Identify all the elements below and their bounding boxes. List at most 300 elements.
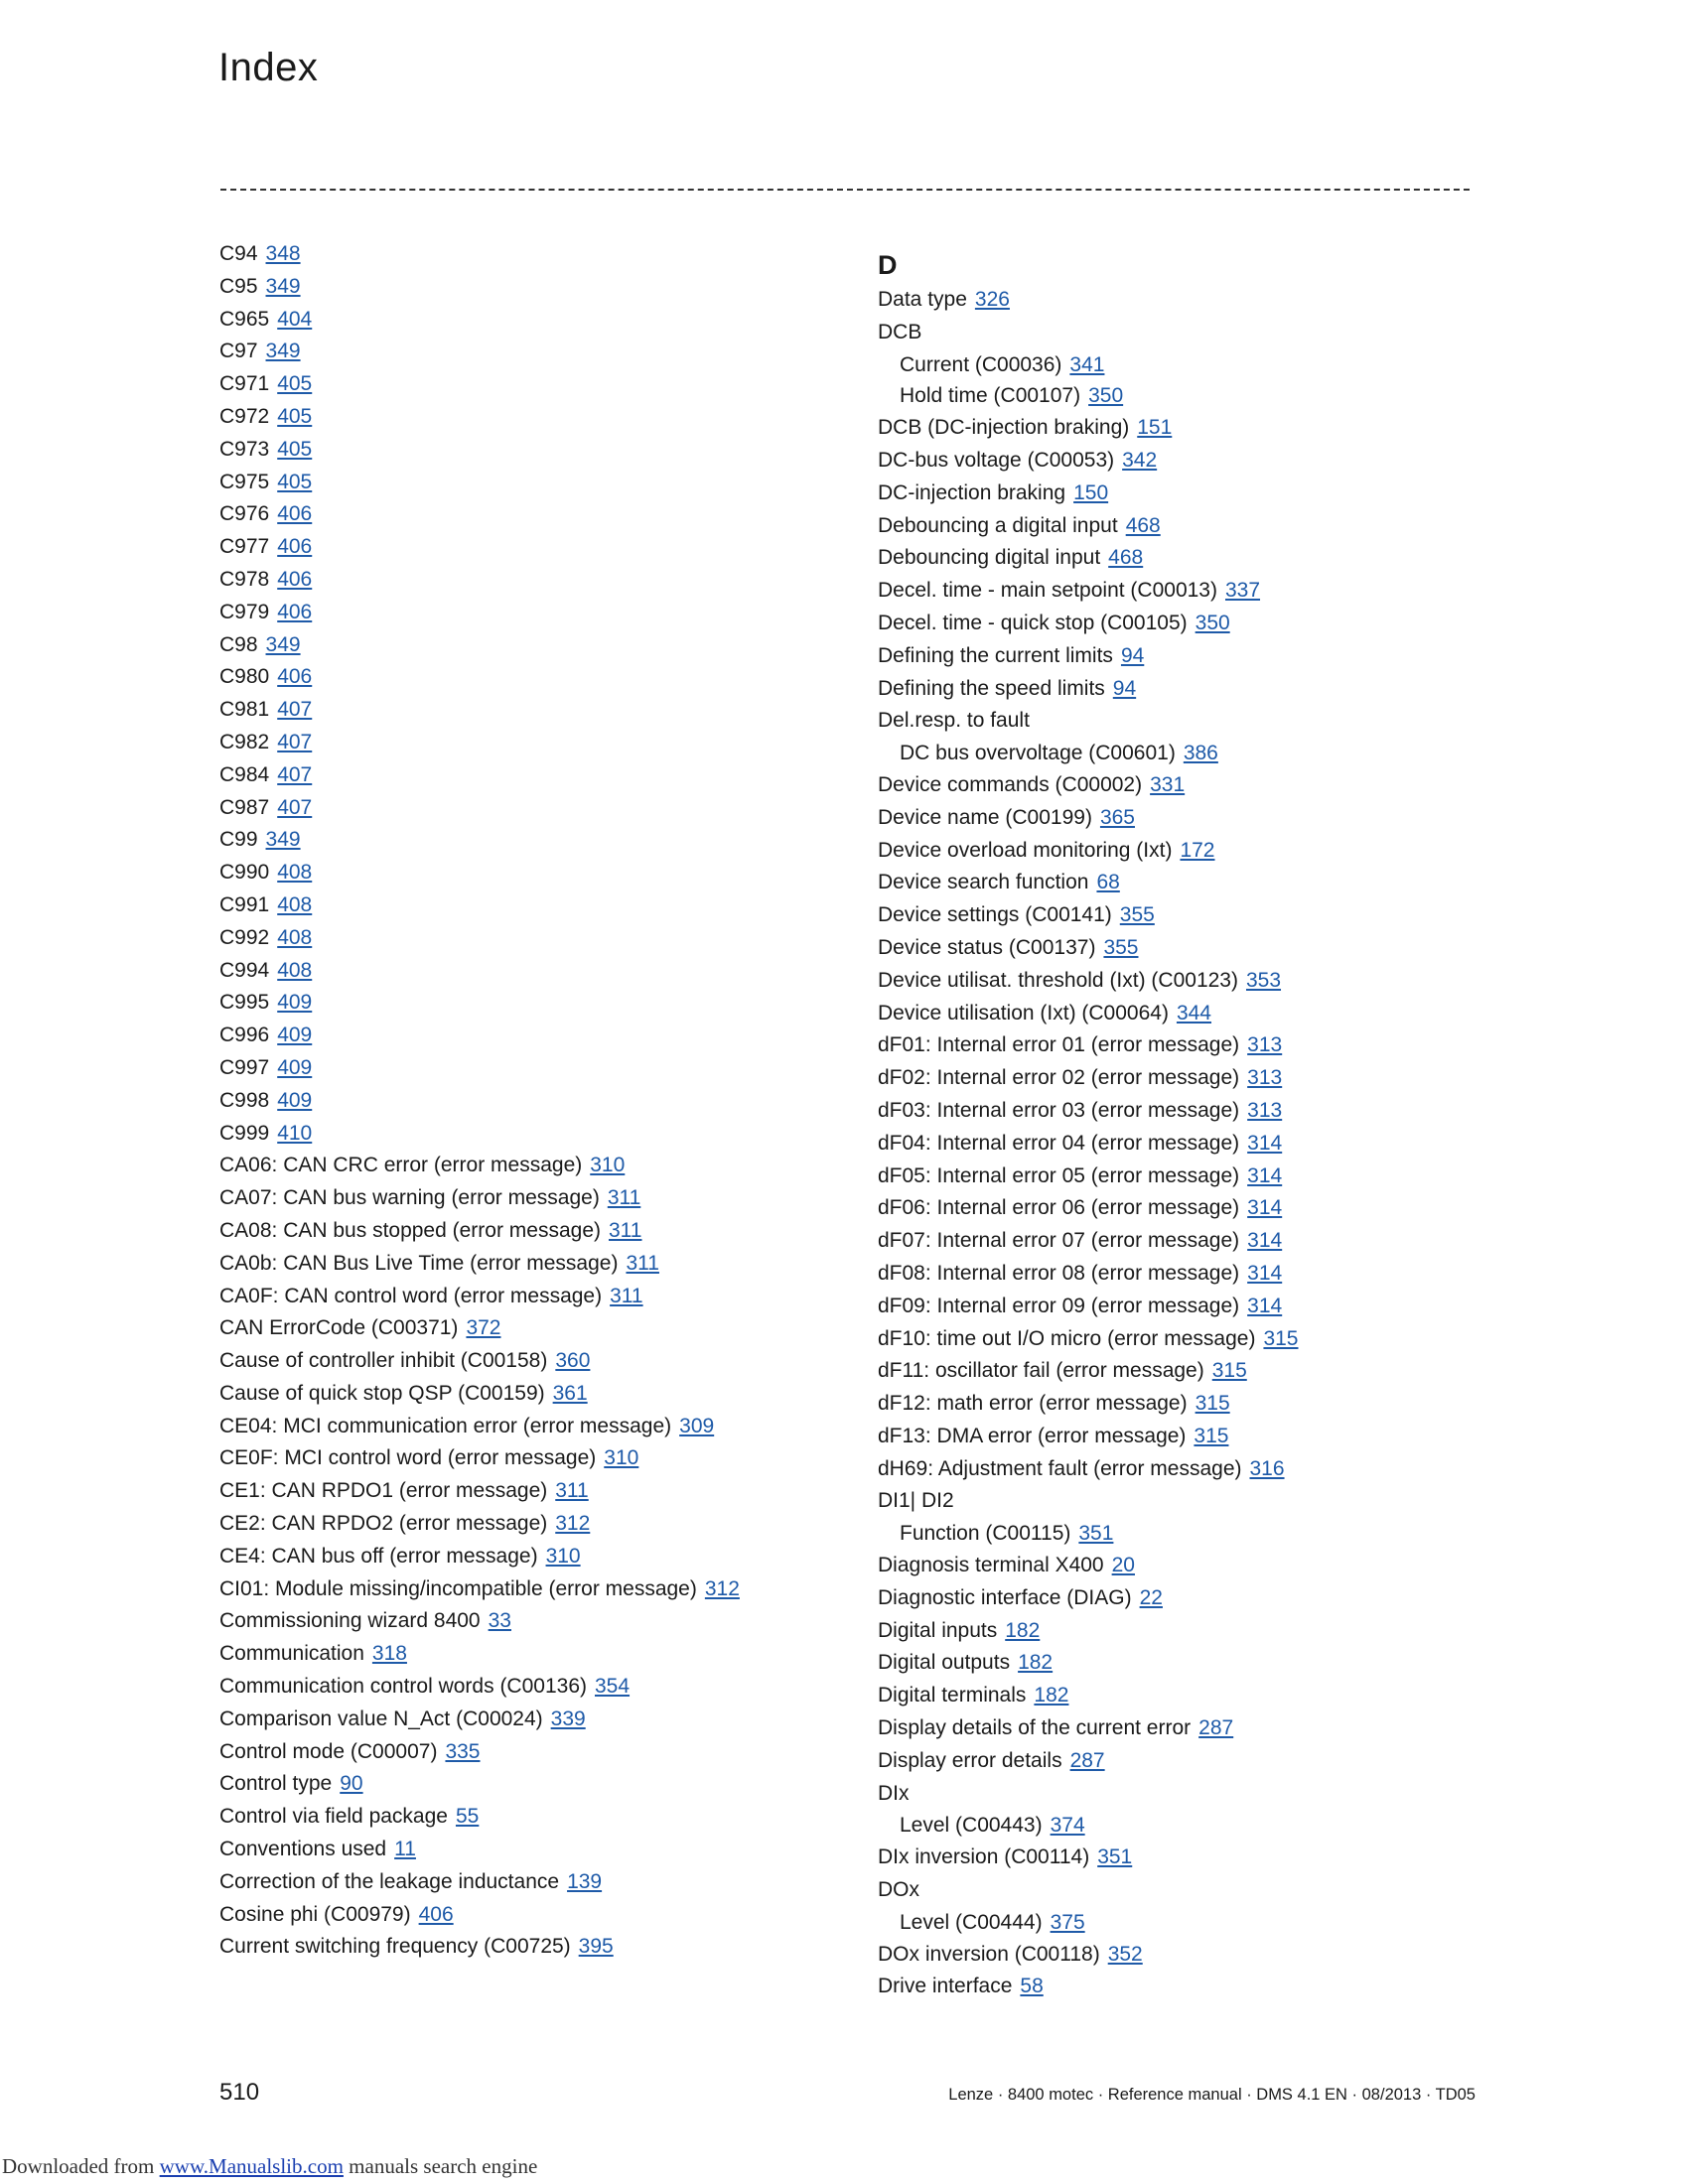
index-entry (219, 1475, 845, 1508)
page-link[interactable]: 408 (277, 861, 313, 885)
entry-text: Device utilisat. threshold (Ixt) (C00123) (878, 968, 1238, 992)
entry-text: Device status (C00137) (878, 935, 1096, 959)
page-link[interactable]: 407 (277, 762, 313, 786)
entry-text: Digital terminals (878, 1684, 1027, 1707)
download-notice (2, 2154, 537, 2179)
page-link[interactable]: 311 (626, 1251, 659, 1275)
index-entry (878, 932, 1493, 965)
entry-text: DOx inversion (C00118) (878, 1942, 1100, 1966)
index-entry (219, 1768, 845, 1801)
manualslib-link[interactable]: www.Manualslib.com (159, 2154, 344, 2178)
entry-text: C994 (219, 958, 270, 982)
index-entry (878, 673, 1493, 706)
entry-text: C999 (219, 1121, 270, 1145)
index-entry (878, 640, 1493, 673)
entry-text: dF02: Internal error 02 (error message) (878, 1066, 1240, 1090)
entry-text: C996 (219, 1024, 270, 1047)
index-entry (219, 1312, 845, 1345)
section-letter: D (878, 250, 898, 280)
entry-text: dF08: Internal error 08 (error message) (878, 1261, 1240, 1285)
index-entry (219, 564, 845, 597)
page-link[interactable]: 90 (340, 1772, 363, 1796)
page-number: 510 (219, 2079, 260, 2106)
page-link[interactable]: 287 (1198, 1716, 1234, 1740)
index-entry (878, 965, 1493, 998)
page-link[interactable]: 404 (277, 307, 313, 331)
page-link[interactable]: 410 (277, 1121, 313, 1145)
page-link[interactable]: 386 (1183, 742, 1218, 765)
page-link[interactable]: 406 (277, 502, 313, 526)
page-link[interactable]: 355 (1103, 935, 1139, 959)
index-entry (219, 987, 845, 1020)
page-link[interactable]: 349 (265, 274, 301, 298)
index-entry (878, 1874, 1493, 1907)
index-entry (878, 1258, 1493, 1291)
page-link[interactable]: 405 (277, 437, 313, 461)
index-entry (219, 1215, 845, 1248)
entry-text: Current (C00036) (900, 352, 1062, 376)
index-entry (878, 1939, 1493, 1972)
entry-text: DI1| DI2 (878, 1489, 954, 1513)
page-link[interactable]: 409 (277, 991, 313, 1015)
index-entry (219, 1931, 845, 1964)
entry-text: C975 (219, 470, 270, 493)
page-link[interactable]: 326 (974, 288, 1010, 311)
index-entry (878, 608, 1493, 640)
page-link[interactable]: 314 (1247, 1229, 1283, 1253)
index-entry (219, 629, 845, 662)
entry-text: Digital outputs (878, 1651, 1011, 1675)
entry-text: DCB (DC-injection braking) (878, 416, 1130, 440)
page-link[interactable]: 311 (607, 1186, 641, 1210)
entry-text: dF05: Internal error 05 (error message) (878, 1163, 1240, 1187)
index-entry (878, 802, 1493, 835)
page-link[interactable]: 314 (1247, 1294, 1283, 1317)
page-link[interactable]: 172 (1180, 838, 1215, 862)
index-entry (878, 1680, 1493, 1712)
entry-text: CE2: CAN RPDO2 (error message) (219, 1512, 548, 1536)
page-link[interactable]: 337 (1224, 579, 1261, 603)
entry-text: Data type (878, 288, 967, 311)
page-link[interactable]: 314 (1247, 1163, 1283, 1187)
page-link[interactable]: 182 (1034, 1684, 1069, 1707)
entry-text: Cause of controller inhibit (C00158) (219, 1349, 548, 1373)
index-entry (878, 1615, 1493, 1648)
page-link[interactable]: 311 (609, 1218, 642, 1242)
index-entry (878, 575, 1493, 608)
page-title: Index (218, 46, 319, 89)
page-link[interactable]: 313 (1247, 1033, 1283, 1057)
page-link[interactable]: 182 (1018, 1651, 1054, 1675)
page-link[interactable]: 406 (277, 665, 313, 689)
index-entry (219, 1378, 845, 1411)
index-entry (219, 531, 845, 564)
page-link[interactable]: 33 (488, 1609, 511, 1633)
index-entry (878, 1291, 1493, 1323)
page-link[interactable]: 310 (590, 1154, 626, 1177)
entry-text: C98 (219, 632, 258, 656)
page-link[interactable]: 361 (552, 1381, 588, 1405)
page-link[interactable]: 468 (1108, 546, 1144, 570)
entry-text: C971 (219, 372, 270, 396)
entry-text: C981 (219, 698, 270, 722)
index-entry (878, 1355, 1493, 1388)
index-subentry (878, 380, 1493, 412)
entry-text: CE1: CAN RPDO1 (error message) (219, 1479, 548, 1503)
page-link[interactable]: 355 (1119, 903, 1155, 927)
entry-text: Correction of the leakage inductance (219, 1869, 560, 1893)
page-link[interactable]: 22 (1139, 1585, 1163, 1609)
page-link[interactable]: 374 (1050, 1814, 1085, 1838)
entry-text: Device settings (C00141) (878, 903, 1112, 927)
index-entry (219, 1248, 845, 1281)
index-entry (219, 727, 845, 759)
index-entry (219, 1020, 845, 1052)
index-entry (878, 1192, 1493, 1225)
entry-text: CE04: MCI communication error (error message) (219, 1414, 672, 1437)
entry-text: C979 (219, 600, 270, 623)
page-link[interactable]: 310 (604, 1446, 639, 1470)
page-link[interactable]: 349 (265, 340, 301, 363)
entry-text: Display error details (878, 1748, 1062, 1772)
page-link[interactable]: 351 (1078, 1522, 1114, 1546)
index-entry (878, 899, 1493, 932)
entry-text: Del.resp. to fault (878, 709, 1030, 733)
index-subentry (878, 1907, 1493, 1939)
entry-text: C972 (219, 404, 270, 428)
entry-text: Comparison value N_Act (C00024) (219, 1706, 543, 1730)
entry-text: dF13: DMA error (error message) (878, 1424, 1187, 1447)
page-link[interactable]: 468 (1125, 513, 1161, 537)
page-link[interactable]: 150 (1073, 480, 1109, 504)
page-link[interactable]: 55 (455, 1805, 480, 1829)
page-link[interactable]: 313 (1247, 1066, 1283, 1090)
page-link[interactable]: 405 (277, 372, 313, 396)
index-entry (878, 867, 1493, 899)
index-entry (878, 1647, 1493, 1680)
page-link[interactable]: 94 (1112, 676, 1137, 700)
index-entry (219, 1085, 845, 1118)
entry-text: Device commands (C00002) (878, 772, 1143, 796)
index-entry (878, 1485, 1493, 1518)
page-link[interactable]: 408 (277, 925, 313, 949)
page-link[interactable]: 68 (1096, 871, 1120, 894)
page-link[interactable]: 407 (277, 730, 313, 753)
page-link[interactable]: 350 (1195, 611, 1230, 634)
entry-text: C978 (219, 567, 270, 591)
page-link[interactable]: 348 (265, 242, 301, 265)
page-link[interactable]: 409 (277, 1088, 313, 1112)
page-link[interactable]: 353 (1245, 968, 1282, 992)
page-link[interactable]: 344 (1176, 1001, 1211, 1024)
page-link[interactable]: 310 (545, 1544, 581, 1568)
entry-text: C976 (219, 502, 270, 526)
page-link[interactable]: 342 (1122, 448, 1158, 472)
index-entry (878, 317, 1493, 349)
page-link[interactable]: 314 (1247, 1131, 1283, 1155)
index-entry (878, 1388, 1493, 1421)
index-entry (878, 510, 1493, 543)
index-entry (878, 769, 1493, 802)
index-entry (219, 597, 845, 629)
index-entry (878, 1421, 1493, 1453)
entry-text: C95 (219, 274, 258, 298)
entry-text: Device utilisation (Ixt) (C00064) (878, 1001, 1169, 1024)
page-link[interactable]: 94 (1120, 643, 1145, 667)
entry-text: dF09: Internal error 09 (error message) (878, 1294, 1240, 1317)
entry-text: CAN ErrorCode (C00371) (219, 1316, 459, 1340)
index-entry (219, 271, 845, 304)
entry-text: C995 (219, 991, 270, 1015)
entry-text: C997 (219, 1055, 270, 1079)
index-entry (219, 1150, 845, 1182)
entry-text: CE4: CAN bus off (error message) (219, 1544, 538, 1568)
index-entry (878, 284, 1493, 317)
index-entry (219, 1704, 845, 1736)
page-link[interactable]: 407 (277, 795, 313, 819)
index-entry (219, 792, 845, 825)
entry-text: Communication (219, 1642, 364, 1666)
entry-text: C991 (219, 892, 270, 916)
page-link[interactable]: 350 (1088, 384, 1124, 408)
index-entry (878, 445, 1493, 478)
index-entry (878, 705, 1493, 738)
index-entry (219, 1573, 845, 1606)
index-entry (219, 1442, 845, 1475)
index-entry (219, 889, 845, 922)
page-link[interactable]: 375 (1050, 1910, 1085, 1934)
page-link[interactable]: 406 (277, 535, 313, 559)
download-suffix: manuals search engine (349, 2154, 538, 2178)
entry-text: CA06: CAN CRC error (error message) (219, 1154, 583, 1177)
page-link[interactable]: 409 (277, 1024, 313, 1047)
entry-text: Digital inputs (878, 1618, 998, 1642)
entry-text: Commissioning wizard 8400 (219, 1609, 481, 1633)
entry-text: Cosine phi (C00979) (219, 1902, 411, 1926)
page-link[interactable]: 409 (277, 1055, 313, 1079)
page-link[interactable]: 315 (1195, 1392, 1230, 1416)
entry-text: Communication control words (C00136) (219, 1675, 587, 1699)
entry-text: C998 (219, 1088, 270, 1112)
page-link[interactable]: 407 (277, 698, 313, 722)
page-link[interactable]: 360 (555, 1349, 591, 1373)
index-entry (219, 1541, 845, 1573)
entry-text: Display details of the current error (878, 1716, 1192, 1740)
index-entry (878, 998, 1493, 1030)
index-entry (219, 1281, 845, 1313)
entry-text: DC bus overvoltage (C00601) (900, 742, 1176, 765)
entry-text: Decel. time - quick stop (C00105) (878, 611, 1188, 634)
entry-text: C99 (219, 828, 258, 852)
entry-text: C990 (219, 861, 270, 885)
index-entry (878, 542, 1493, 575)
entry-text: Control type (219, 1772, 333, 1796)
entry-text: C97 (219, 340, 258, 363)
page-link[interactable]: 151 (1137, 416, 1173, 440)
index-entry (219, 1605, 845, 1638)
index-subentry (878, 1518, 1493, 1550)
page-link[interactable]: 314 (1247, 1261, 1283, 1285)
index-entry (219, 1411, 845, 1443)
page-link[interactable]: 408 (277, 958, 313, 982)
page-link[interactable]: 406 (418, 1902, 454, 1926)
entry-text: Hold time (C00107) (900, 384, 1081, 408)
entry-text: Drive interface (878, 1975, 1013, 1998)
index-entry (219, 1801, 845, 1834)
entry-text: Control via field package (219, 1805, 448, 1829)
entry-text: C992 (219, 925, 270, 949)
entry-text: Diagnosis terminal X400 (878, 1554, 1104, 1577)
index-entry (878, 1453, 1493, 1486)
page-link[interactable]: 351 (1097, 1845, 1133, 1869)
entry-text: C977 (219, 535, 270, 559)
index-entries-d (878, 284, 1493, 2003)
entry-text: Function (C00115) (900, 1522, 1071, 1546)
entry-text: dF10: time out I/O micro (error message) (878, 1326, 1256, 1350)
entry-text: Level (C00444) (900, 1910, 1043, 1934)
entry-text: DCB (878, 320, 922, 343)
index-entry (878, 1971, 1493, 2003)
page-link[interactable]: 318 (371, 1642, 407, 1666)
index-entry (878, 1062, 1493, 1095)
page-link[interactable]: 182 (1005, 1618, 1041, 1642)
entry-text: DC-bus voltage (C00053) (878, 448, 1115, 472)
page-link[interactable]: 20 (1111, 1554, 1135, 1577)
entry-text: Defining the speed limits (878, 676, 1105, 700)
index-entry (219, 238, 845, 271)
index-entry (219, 759, 845, 792)
page-link[interactable]: 365 (1099, 805, 1135, 829)
page-link[interactable]: 335 (445, 1739, 481, 1763)
index-entry (878, 1550, 1493, 1582)
entry-text: C984 (219, 762, 270, 786)
entry-text: Device name (C00199) (878, 805, 1092, 829)
entry-text: Debouncing a digital input (878, 513, 1118, 537)
entry-text: Device overload monitoring (Ixt) (878, 838, 1173, 862)
index-entry (219, 1052, 845, 1085)
index-entry (878, 1842, 1493, 1874)
entry-text: dH69: Adjustment fault (error message) (878, 1456, 1242, 1480)
page-link[interactable]: 312 (704, 1576, 740, 1600)
page-link[interactable]: 331 (1150, 772, 1186, 796)
page-link[interactable]: 309 (679, 1414, 715, 1437)
page-link[interactable]: 312 (555, 1512, 591, 1536)
page-link[interactable]: 408 (277, 892, 313, 916)
download-prefix: Downloaded from (2, 2154, 155, 2178)
page-link[interactable]: 395 (578, 1935, 614, 1959)
page-link[interactable]: 315 (1263, 1326, 1299, 1350)
index-subentry (878, 349, 1493, 381)
entry-text: dF03: Internal error 03 (error message) (878, 1098, 1240, 1122)
index-entry (219, 336, 845, 368)
entry-text: dF04: Internal error 04 (error message) (878, 1131, 1240, 1155)
page-link[interactable]: 287 (1069, 1748, 1105, 1772)
index-subentry (878, 738, 1493, 769)
index-entry (878, 835, 1493, 868)
entry-text: C94 (219, 242, 258, 265)
page-link[interactable]: 406 (277, 567, 313, 591)
index-entry (878, 1745, 1493, 1778)
index-entry (878, 1095, 1493, 1128)
page-link[interactable]: 11 (394, 1838, 416, 1861)
entry-text: C965 (219, 307, 270, 331)
entry-text: DIx (878, 1781, 910, 1805)
index-entry (219, 661, 845, 694)
index-entry (219, 1508, 845, 1541)
entry-text: Level (C00443) (900, 1814, 1043, 1838)
index-entry (219, 857, 845, 889)
index-entry (219, 1866, 845, 1899)
index-entry (878, 412, 1493, 445)
entry-text: Defining the current limits (878, 643, 1113, 667)
index-subentry (878, 1810, 1493, 1842)
index-entry (878, 1029, 1493, 1062)
page-link[interactable]: 58 (1020, 1975, 1044, 1998)
page-link[interactable]: 352 (1107, 1942, 1143, 1966)
index-entry (878, 1128, 1493, 1160)
index-entry (878, 1712, 1493, 1745)
index-entry (219, 955, 845, 988)
index-entry (219, 922, 845, 955)
page-link[interactable]: 316 (1249, 1456, 1285, 1480)
entry-text: CA07: CAN bus warning (error message) (219, 1186, 600, 1210)
entry-text: Diagnostic interface (DIAG) (878, 1585, 1132, 1609)
entry-text: Conventions used (219, 1838, 387, 1861)
index-entry (219, 824, 845, 857)
index-entry (878, 1582, 1493, 1615)
page-link[interactable]: 315 (1194, 1424, 1229, 1447)
page-link[interactable]: 405 (277, 404, 313, 428)
page-link[interactable]: 314 (1247, 1196, 1283, 1220)
document-footer: Lenze · 8400 motec · Reference manual · DMS 4.1 EN · 08/2013 · TD05 (948, 2086, 1476, 2104)
entry-text: CA0b: CAN Bus Live Time (error message) (219, 1251, 619, 1275)
page-link[interactable]: 349 (265, 828, 301, 852)
index-entry (219, 1182, 845, 1215)
page-link[interactable]: 311 (555, 1479, 589, 1503)
page-link[interactable]: 311 (610, 1284, 643, 1307)
index-entry (219, 1834, 845, 1866)
index-entry (219, 1736, 845, 1769)
index-entry (878, 1225, 1493, 1258)
entry-text: Cause of quick stop QSP (C00159) (219, 1381, 545, 1405)
entry-text: Control mode (C00007) (219, 1739, 438, 1763)
page-link[interactable]: 405 (277, 470, 313, 493)
page-link[interactable]: 315 (1211, 1359, 1247, 1383)
entry-text: dF07: Internal error 07 (error message) (878, 1229, 1240, 1253)
index-entry (219, 694, 845, 727)
entry-text: Decel. time - main setpoint (C00013) (878, 579, 1217, 603)
page-link[interactable]: 341 (1069, 352, 1105, 376)
entry-text: Debouncing digital input (878, 546, 1101, 570)
index-column-right (878, 238, 1493, 2003)
page-link[interactable]: 349 (265, 632, 301, 656)
entry-text: dF06: Internal error 06 (error message) (878, 1196, 1240, 1220)
entry-text: CA08: CAN bus stopped (error message) (219, 1218, 601, 1242)
entry-text: dF01: Internal error 01 (error message) (878, 1033, 1240, 1057)
page-link[interactable]: 139 (567, 1869, 603, 1893)
index-entry (878, 478, 1493, 510)
index-entry (219, 368, 845, 401)
entry-text: dF11: oscillator fail (error message) (878, 1359, 1204, 1383)
index-entry (219, 1899, 845, 1932)
page-link[interactable]: 313 (1247, 1098, 1283, 1122)
page-link[interactable]: 372 (466, 1316, 501, 1340)
index-entry (878, 1323, 1493, 1356)
page-link[interactable]: 354 (595, 1675, 631, 1699)
page-link[interactable]: 339 (550, 1706, 586, 1730)
entry-text: Device search function (878, 871, 1089, 894)
page-link[interactable]: 406 (277, 600, 313, 623)
